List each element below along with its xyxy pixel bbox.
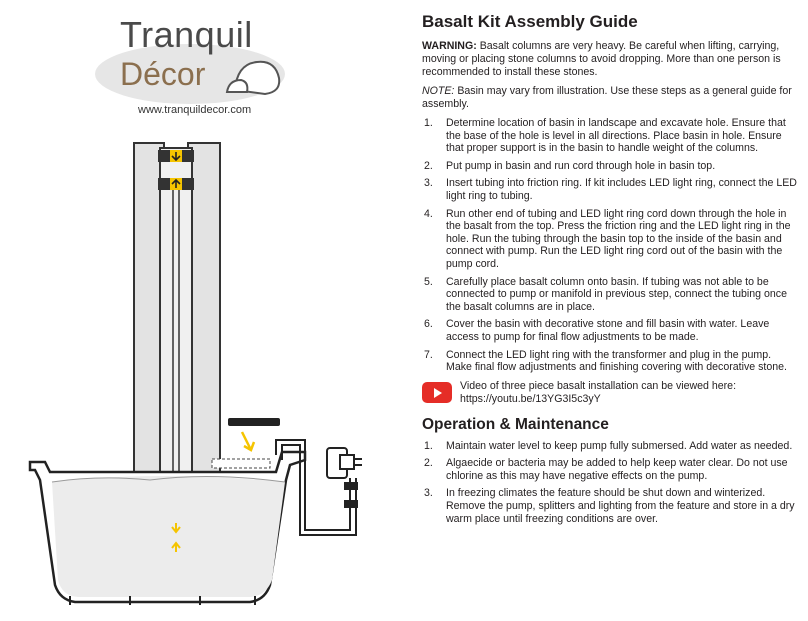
assembly-diagram <box>0 130 405 621</box>
list-item <box>422 117 798 155</box>
list-item <box>422 349 798 374</box>
step-text: Maintain water level to keep pump fully submersed. Add water as needed. <box>446 439 793 452</box>
video-text-wrap <box>460 380 736 406</box>
list-item <box>422 440 798 453</box>
maintenance-title: Operation & Maintenance <box>422 415 609 433</box>
video-link-block[interactable] <box>422 380 798 406</box>
note-label: NOTE: <box>422 85 455 97</box>
step-number: 6. <box>424 318 433 331</box>
warning-text: Basalt columns are very heavy. Be careful when lifting, carrying, moving or placing stone columns to avoid dropping. More than one person is recommended to install these stones. <box>422 40 781 78</box>
step-text: Put pump in basin and run cord through hole in basin top. <box>446 159 716 172</box>
list-item <box>422 208 798 271</box>
basalt-column-center <box>160 148 192 473</box>
warning-label: WARNING: <box>422 40 477 52</box>
step-text: Connect the LED light ring with the transformer and plug in the pump. Make final flow adjustments and finishing covering with decorative stone. <box>446 348 787 374</box>
step-number: 2. <box>424 457 433 470</box>
list-item <box>422 487 798 525</box>
list-item <box>422 276 798 314</box>
note-text: Basin may vary from illustration. Use these steps as a general guide for assembly. <box>422 85 792 110</box>
maintenance-steps <box>422 440 798 526</box>
step-text: In freezing climates the feature should be shut down and winterized. Remove the pump, splitters and lighting from the feature and store in a dry warm place until freezing conditions are over. <box>446 487 795 525</box>
step-number: 3. <box>424 177 433 190</box>
step-number: 3. <box>424 487 433 500</box>
video-url-link[interactable]: https://youtu.be/13YG3I5c3yY <box>460 392 601 405</box>
step-number: 4. <box>424 207 433 220</box>
step-text: Cover the basin with decorative stone and fill basin with water. Leave access to pump for final flow adjustments to be made. <box>446 318 770 343</box>
youtube-icon[interactable] <box>422 382 452 403</box>
insert-arrow-icon <box>242 432 254 450</box>
step-number: 1. <box>424 439 433 452</box>
note-paragraph <box>422 85 798 111</box>
video-text: Video of three piece basalt installation can be viewed here: <box>460 379 737 392</box>
brand-sub: Décor <box>120 56 206 92</box>
step-text: Carefully place basalt column onto basin. If tubing was not able to be connected to pump or manifold in previous step, connect the tubing once the basalt columns are in place. <box>446 275 787 313</box>
step-text: Algaecide or bacteria may be added to help keep water clear. Do not use chlorine as this may have negative effects on the pump. <box>446 457 788 482</box>
warning-paragraph <box>422 40 798 79</box>
list-item <box>422 177 798 202</box>
step-text: Determine location of basin in landscape and excavate hole. Ensure that the base of the hole is level in all directions. Place basin in hole. Ensure that proper support is in the basin to handle weight of the columns. <box>446 117 786 155</box>
guide-title: Basalt Kit Assembly Guide <box>422 12 638 31</box>
list-item <box>422 160 798 173</box>
list-item <box>422 457 798 482</box>
step-number: 7. <box>424 348 433 361</box>
brand-url[interactable]: www.tranquildecor.com <box>138 104 252 116</box>
text-panel <box>422 12 798 530</box>
assembly-steps <box>422 117 798 374</box>
step-number: 2. <box>424 159 433 172</box>
step-number: 1. <box>424 117 433 129</box>
step-text: Insert tubing into friction ring. If kit includes LED light ring, connect the LED light ring to tubing. <box>446 177 797 202</box>
step-text: Run other end of tubing and LED light ring cord down through the hole in the basalt from the top. Press the friction ring and the LED light ring in the hole. Run the tubing through the basin top to the inside of the basin and connect with pump. Run the LED light ring cord out of the basin with the pump cord. <box>446 207 791 270</box>
list-item <box>422 318 798 343</box>
brand-name: Tranquil <box>120 14 253 55</box>
step-number: 5. <box>424 275 433 288</box>
basin-lid-piece <box>228 418 280 426</box>
